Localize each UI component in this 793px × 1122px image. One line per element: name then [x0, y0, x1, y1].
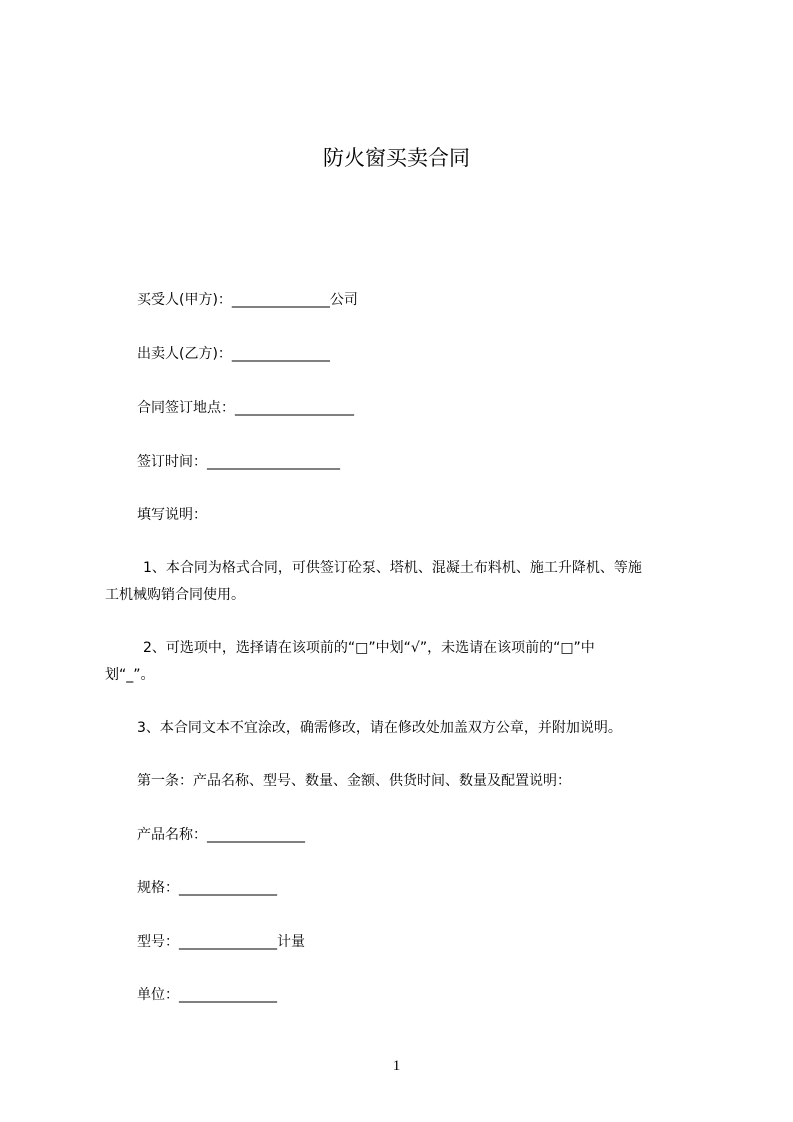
article-1-heading: 第一条：产品名称、型号、数量、金额、供货时间、数量及配置说明： [137, 773, 571, 789]
page-number: 1 [392, 1058, 401, 1074]
signing-time-field: 签订时间：___________________ [137, 454, 340, 470]
model-field: 型号：______________计量 [137, 934, 305, 950]
spec-field: 规格：______________ [137, 880, 277, 896]
instruction-2-line-1: 2、可选项中，选择请在该项前的“□”中划“√”，未选请在该项前的“□”中 [143, 640, 595, 656]
product-name-field: 产品名称：______________ [137, 827, 305, 843]
unit-field: 单位：______________ [137, 987, 277, 1003]
instruction-2-line-2: 划“_”。 [105, 667, 155, 683]
signing-place-field: 合同签订地点：_________________ [137, 400, 354, 416]
instructions-heading: 填写说明： [137, 507, 207, 523]
seller-field: 出卖人(乙方)：______________ [137, 346, 330, 362]
instruction-1-line-1: 1、本合同为格式合同，可供签订砼泵、塔机、混凝土布料机、施工升降机、等施 [143, 560, 642, 576]
instruction-1-line-2: 工机械购销合同使用。 [105, 587, 245, 603]
buyer-field: 买受人(甲方)：______________公司 [137, 292, 358, 308]
instruction-3: 3、本合同文本不宜涂改，确需修改，请在修改处加盖双方公章，并附加说明。 [137, 720, 622, 736]
page-title: 防火窗买卖合同 [323, 146, 470, 170]
